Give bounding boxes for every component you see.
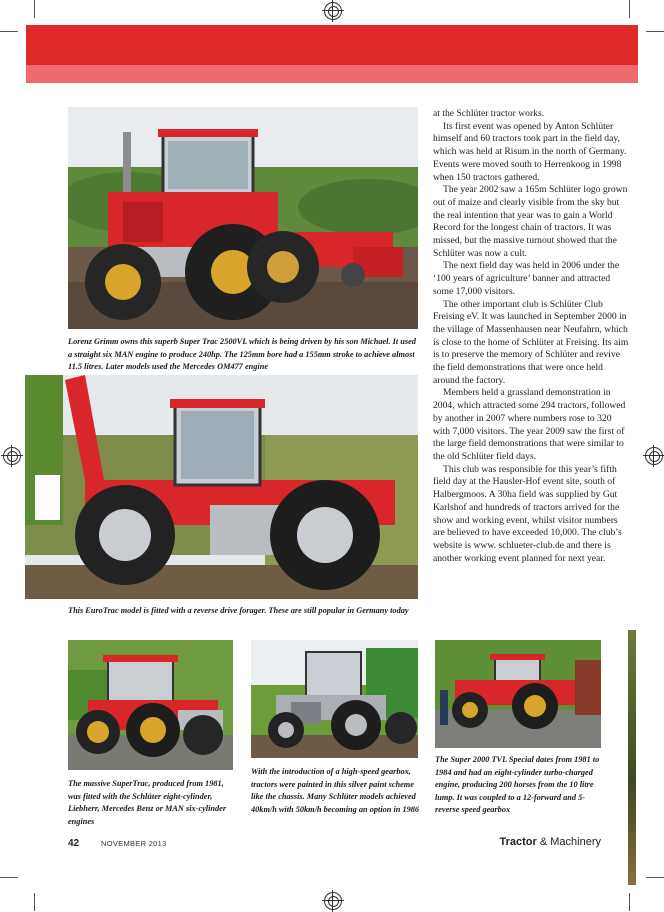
photo-bottom-left [68,640,233,770]
body-paragraph: Its first event was opened by Anton Schlüter himself and 60 tractors took part in the field day, which was held at Risum in the north of Germany. Events were moved south to Herrenkoog in 1998 when 150 tractors gathered. [433,120,627,183]
body-paragraph: The year 2002 saw a 165m Schlüter logo grown out of maize and clearly visible from the sky but the real intention that year was to gain a World Record for the longest chain of tractors. It was missed, but the massive turnout showed that the Schlüter was now a cult. [433,184,628,259]
tractor-photo-icon [251,640,418,758]
body-paragraph: at the Schlüter tractor works. [433,108,545,119]
caption-bottom-middle: With the introduction of a high-speed gearbox, tractors were painted in this silver paint scheme like the chassis. Many Schlüter models achieved 40km/h with 50km/h becoming an option in 1986 [251,767,420,814]
crop-mark [629,893,630,911]
header-band-stripe [26,65,638,83]
header-band [26,25,638,65]
magazine-name-bold: Tractor [499,836,537,848]
crop-mark [0,31,18,32]
magazine-name-rest: & Machinery [536,836,601,848]
crop-mark [34,893,35,911]
tractor-photo-icon [435,640,601,748]
photo-bottom-middle [251,640,418,758]
photo-middle [25,375,418,599]
caption-middle: This EuroTrac model is fitted with a reverse drive forager. These are still popular in Germany today [68,606,409,615]
tractor-photo-icon [25,375,418,599]
tractor-photo-icon [68,107,418,329]
crop-mark [0,877,18,878]
magazine-name [500,836,602,848]
caption-bottom-left: The massive SuperTrac, produced from 1981, was fitted with the Schlüter eight-cylinder, Liebherr, Mercedes Benz or MAN six-cylinder engines [68,779,227,826]
crop-mark [646,31,664,32]
body-paragraph: This club was responsible for this year’s fifth field day at the Hausler-Hof event site, south of Halbergmoos. A 30ha field was supplied by Gut Karlshof and hundreds of tractors arrived for the show and working event, whilst visitor numbers are believed to have exceeded 10,000. The club’s website is www. schlueter-club.de and there is another working event planned for next year. [433,463,622,564]
adjacent-page-strip [628,630,636,885]
registration-mark-left-icon [3,447,21,465]
crop-mark [34,0,35,18]
body-paragraph: Members held a grassland demonstration in 2004, which attracted some 294 tractors, followed by another in 2007 where numbers rose to 320 with 7,000 visitors. The year 2009 saw the first of the large field demonstrations that were similar to the old Schlüter field days. [433,387,626,462]
photo-bottom-right [435,640,601,748]
article-body [433,108,629,565]
crop-mark [646,877,664,878]
issue-date: NOVEMBER 2013 [101,839,167,848]
tractor-photo-icon [68,640,233,770]
body-paragraph: The other important club is Schlüter Club Freising eV. It was launched in September 2000 in the village of Massenhausen near Neufahrn, which is close to the home of Schlüter at Freising. Its aim is to preserve the memory of Schlüter and revive the field demonstrations that were once held around the factory. [433,298,629,386]
caption-top: Lorenz Grimm owns this superb Super Trac 2500VL which is being driven by his son Michael. It used a straight six MAN engine to produce 240hp. The 125mm bore had a 155mm stroke to achieve almost 11.5 litres. Later models used the Mercedes OM477 engine [68,337,416,371]
registration-mark-top-icon [324,2,342,20]
body-paragraph: The next field day was held in 2006 under the ‘100 years of agriculture’ banner and attracted some 17,000 visitors. [433,260,620,297]
caption-bottom-right: The Super 2000 TVL Special dates from 1981 to 1984 and had an eight-cylinder turbo-charged engine, producing 200 horses from the 10 litre lump. It was coupled to a 12-forward and 5-reverse speed gearbox [435,755,600,814]
registration-mark-bottom-icon [324,892,342,910]
page-number: 42 [68,838,80,849]
crop-mark [629,0,630,18]
registration-mark-right-icon [645,447,663,465]
photo-top [68,107,418,329]
